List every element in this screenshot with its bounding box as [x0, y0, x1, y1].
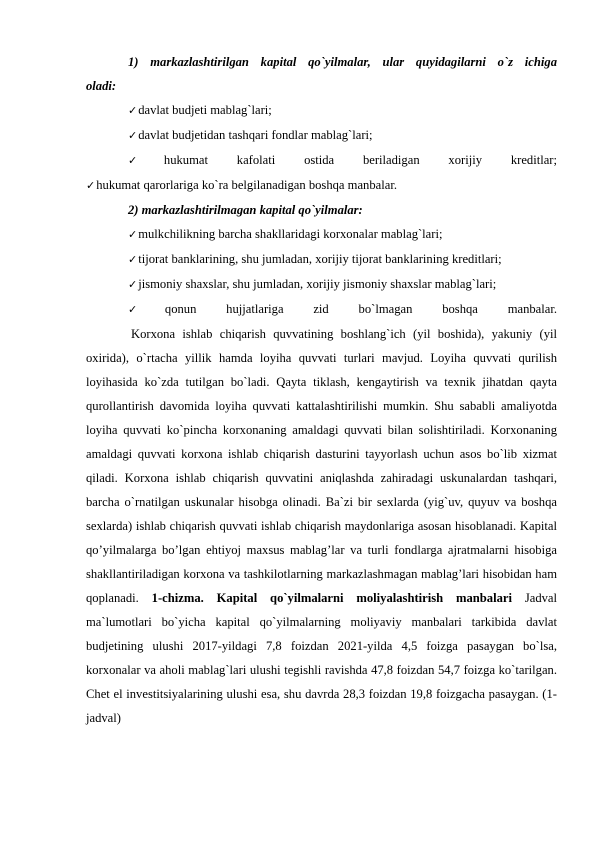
body-paragraph: Korxona ishlab chiqarish quvvatining boshlang`ich (yil boshida), yakuniy (yil oxirida), o`rtacha yillik hamda loyiha quvvati turlari mavjud. Loyiha quvvati qurilish loyihasida ko`zda tutilgan bo`ladi. Qayta tiklash, kengaytirish va texnik jihatdan qayta qurollantirish davomida loyiha quvvati kattalashtirilishi mumkin. Shu sababli amaliyotda loyiha quvvati ko`pincha korxonaning amaldagi quvvati bilan solishtiriladi. Korxonaning amaldagi quvvati korxona ishlab chiqarish dasturini tayyorlash uchun asos bo`lib xizmat qiladi. Korxona ishlab chiqarish quvvatini aniqlashda zahiradagi uskunalardan tashqari, barcha o`rnatilgan uskunalar hisobga olinadi. Ba`zi bir sexlarda (yig`uv, quyuv va boshqa sexlarda) ishlab chiqarish quvvati ishlab chiqarish maydonlariga asosan hisoblanadi. Kapital qo’yilmalarga bo’lgan ehtiyoj maxsus mablag’lar va turli fondlarga ajratmalarni hisobiga shakllantiriladigan korxona va tashkilotlarning markazlashmagan mablag’lari hisobidan ham qoplanadi. 1-chizma. Kapital qo`yilmalarni moliyalashtirish manbalari Jadval ma`lumotlari bo`yicha kapital qo`yilmalarning moliyaviy manbalari tarkibida davlat budjetining ulushi 2017-yildagi 7,8 foizdan 2021-yilda 4,5 foizga pasaygan bo`lsa, korxonalar va aholi mablag`lari ulushi tegishli ravishda 47,8 foizdan 54,7 foizga ko`tarilgan. Chet el investitsiyalarining ulushi esa, shu davrda 28,3 foizdan 19,8 foizgacha pasaygan. (1- jadval): [86, 327, 558, 725]
document-body: [86, 50, 557, 730]
checkmark-icon: ✓: [128, 154, 163, 167]
heading-decentralized: 2) markazlashtirilmagan kapital qo`yilmalar:: [128, 203, 363, 217]
checkmark-icon: ✓: [128, 104, 138, 117]
list-item: ✓davlat budjeti mablag`lari;: [128, 103, 272, 117]
list-item: ✓davlat budjetidan tashqari fondlar mablag`lari;: [128, 128, 373, 142]
list-item: ✓mulkchilikning barcha shakllaridagi korxonalar mablag`lari;: [128, 227, 443, 241]
list-item: ✓jismoniy shaxslar, shu jumladan, xorijiy jismoniy shaxslar mablag`lari;: [128, 277, 497, 291]
checkmark-icon: ✓: [128, 253, 138, 266]
heading-centralized: 1) markazlashtirilgan kapital qo`yilmalar, ular quyidagilarni o`z ichiga: [128, 55, 557, 69]
checkmark-icon: ✓: [128, 278, 138, 291]
checkmark-icon: ✓: [128, 129, 138, 142]
list-item: ✓hukumat kafolati ostida beriladigan xorijiy kreditlar;: [128, 153, 557, 167]
checkmark-icon: ✓: [128, 228, 138, 241]
list-item: ✓qonun hujjatlariga zid bo`lmagan boshqa manbalar.: [128, 302, 557, 316]
heading-centralized-cont: oladi:: [86, 79, 117, 93]
checkmark-icon: ✓: [128, 303, 164, 316]
list-item: ✓tijorat banklarining, shu jumladan, xorijiy tijorat banklarining kreditlari;: [128, 252, 502, 266]
list-item: ✓hukumat qarorlariga ko`ra belgilanadigan boshqa manbalar.: [86, 178, 397, 192]
checkmark-icon: ✓: [86, 179, 96, 192]
chart-reference: 1-chizma. Kapital qo`yilmalarni moliyalashtirish manbalari: [151, 591, 512, 605]
